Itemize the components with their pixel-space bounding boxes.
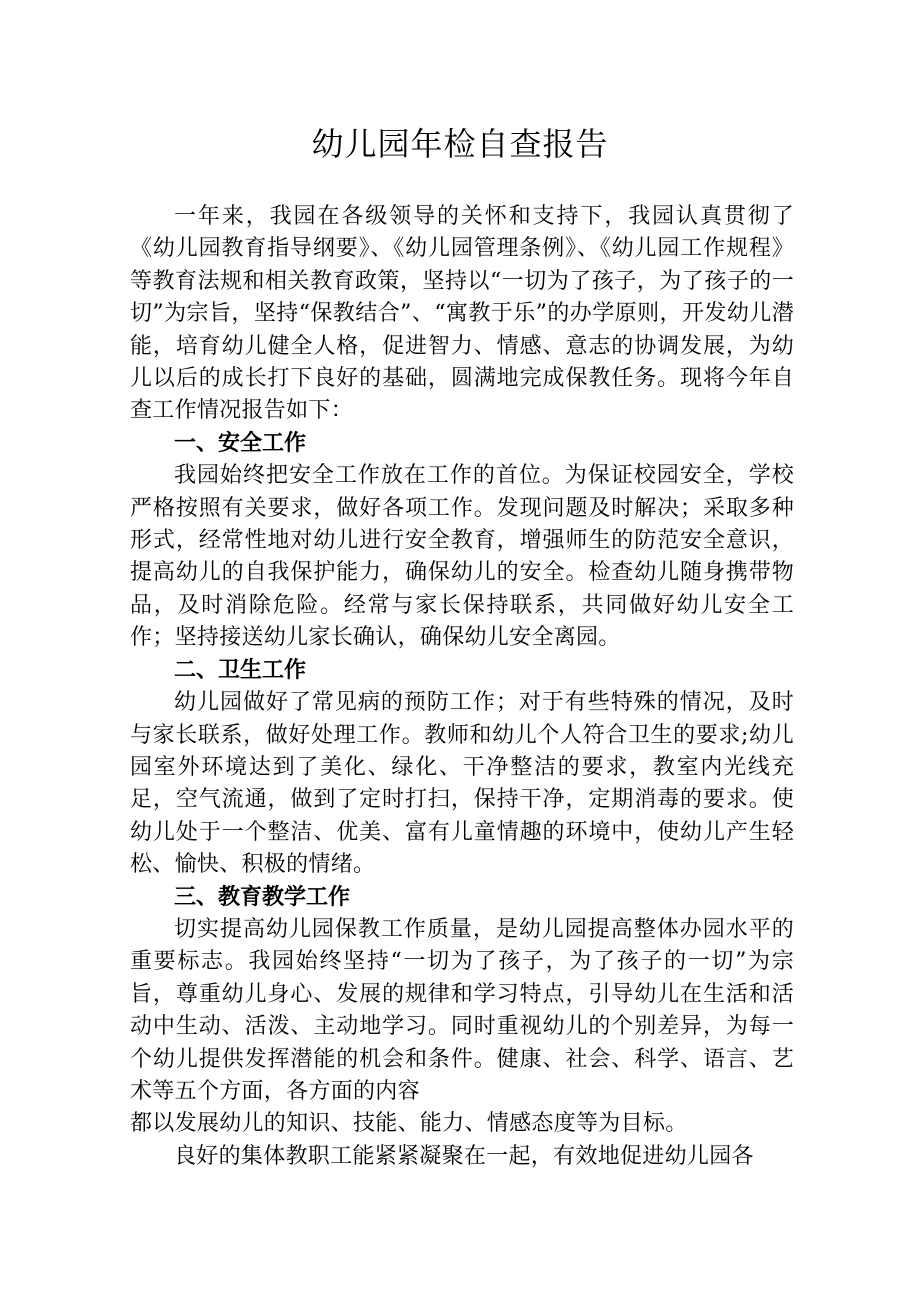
section-text-education-continuation: 都以发展幼儿的知识、技能、能力、情感态度等为目标。: [130, 1111, 688, 1137]
section-heading-hygiene: 二、卫生工作: [174, 657, 307, 683]
section-heading-safety: 一、安全工作: [174, 430, 307, 456]
closing-paragraph: 良好的集体教职工能紧紧凝聚在一起，有效地促进幼儿园各: [174, 1143, 754, 1169]
intro-paragraph: 一年来，我园在各级领导的关怀和支持下，我园认真贯彻了《幼儿园教育指导纲要》、《幼儿园管理条例》、《幼儿园工作规程》等教育法规和相关教育政策，坚持以“一切为了孩子，为了孩子的一切”为宗旨，坚持“保教结合”、“寓教于乐”的办学原则，开发幼儿潜能，培育幼儿健全人格，促进智力、情感、意志的协调发展，为幼儿以后的成长打下良好的基础，圆满地完成保教任务。现将今年自查工作情况报告如下：: [130, 204, 794, 424]
section-text-hygiene: 幼儿园做好了常见病的预防工作；对于有些特殊的情况，及时与家长联系，做好处理工作。教师和幼儿个人符合卫生的要求;幼儿园室外环境达到了美化、绿化、干净整洁的要求，教室内光线充足，空气流通，做到了定时打扫，保持干净，定期消毒的要求。使幼儿处于一个整洁、优美、富有儿童情趣的环境中，使幼儿产生轻松、愉快、积极的情绪。: [130, 690, 794, 878]
document-title: 幼儿园年检自查报告: [311, 125, 609, 163]
section-text-education: 切实提高幼儿园保教工作质量，是幼儿园提高整体办园水平的重要标志。我园始终坚持“一切为了孩子，为了孩子的一切”为宗旨，尊重幼儿身心、发展的规律和学习特点，引导幼儿在生活和活动中生动、活泼、主动地学习。同时重视幼儿的个别差异，为每一个幼儿提供发挥潜能的机会和条件。健康、社会、科学、语言、艺术等五个方面，各方面的内容: [130, 916, 794, 1104]
document-body: [130, 201, 794, 1173]
section-text-safety: 我园始终把安全工作放在工作的首位。为保证校园安全，学校严格按照有关要求，做好各项工作。发现问题及时解决；采取多种形式，经常性地对幼儿进行安全教育，增强师生的防范安全意识，提高幼儿的自我保护能力，确保幼儿的安全。检查幼儿随身携带物品，及时消除危险。经常与家长保持联系，共同做好幼儿安全工作；坚持接送幼儿家长确认，确保幼儿安全离园。: [130, 463, 794, 651]
section-heading-education: 三、教育教学工作: [174, 884, 351, 910]
